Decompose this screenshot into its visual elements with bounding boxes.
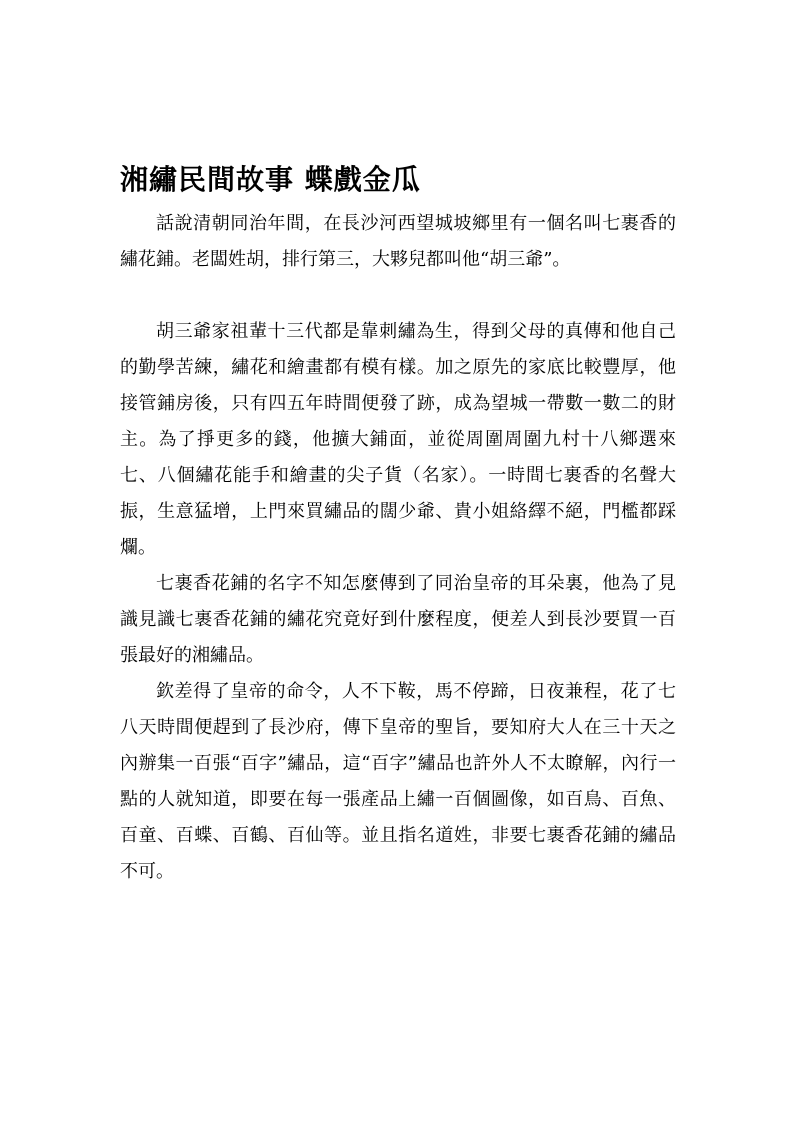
document-body [120,206,676,890]
paragraph-3: 七裹香花鋪的名字不知怎麼傳到了同治皇帝的耳朵裏，他為了見識見識七裹香花鋪的繡花究竟好到什麼程度，便差人到長沙要買一百張最好的湘繡品。 [120,573,676,666]
document-title: 湘繡民間故事 蝶戲金瓜 [120,163,421,196]
paragraph-4: 欽差得了皇帝的命令，人不下鞍，馬不停蹄，日夜兼程，花了七八天時間便趕到了長沙府，傳下皇帝的聖旨，要知府大人在三十天之內辦集一百張“百字”繡品，這“百字”繡品也許外人不太瞭解，內行一點的人就知道，即要在每一張產品上繡一百個圖像，如百鳥、百魚、百童、百蝶、百鶴、百仙等。並且指名道姓，非要七裹香花鋪的繡品不可。 [120,681,676,882]
paragraph-2: 胡三爺家祖輩十三代都是靠刺繡為生，得到父母的真傳和他自己的勤學苦練，繡花和繪畫都有模有樣。加之原先的家底比較豐厚，他接管鋪房後，只有四五年時間便發了跡，成為望城一帶數一數二的財主。為了掙更多的錢，他擴大鋪面，並從周圍周圍九村十八鄉選來七、八個繡花能手和繪畫的尖子貨（名家）。一時間七裹香的名聲大振，生意猛增，上門來買繡品的闊少爺、貴小姐絡繹不絕，門檻都踩爛。 [120,321,676,558]
paragraph-1: 話說清朝同治年間，在長沙河西望城坡鄉里有一個名叫七裹香的繡花鋪。老闆姓胡，排行第三，大夥兒都叫他“胡三爺”。 [120,213,676,270]
